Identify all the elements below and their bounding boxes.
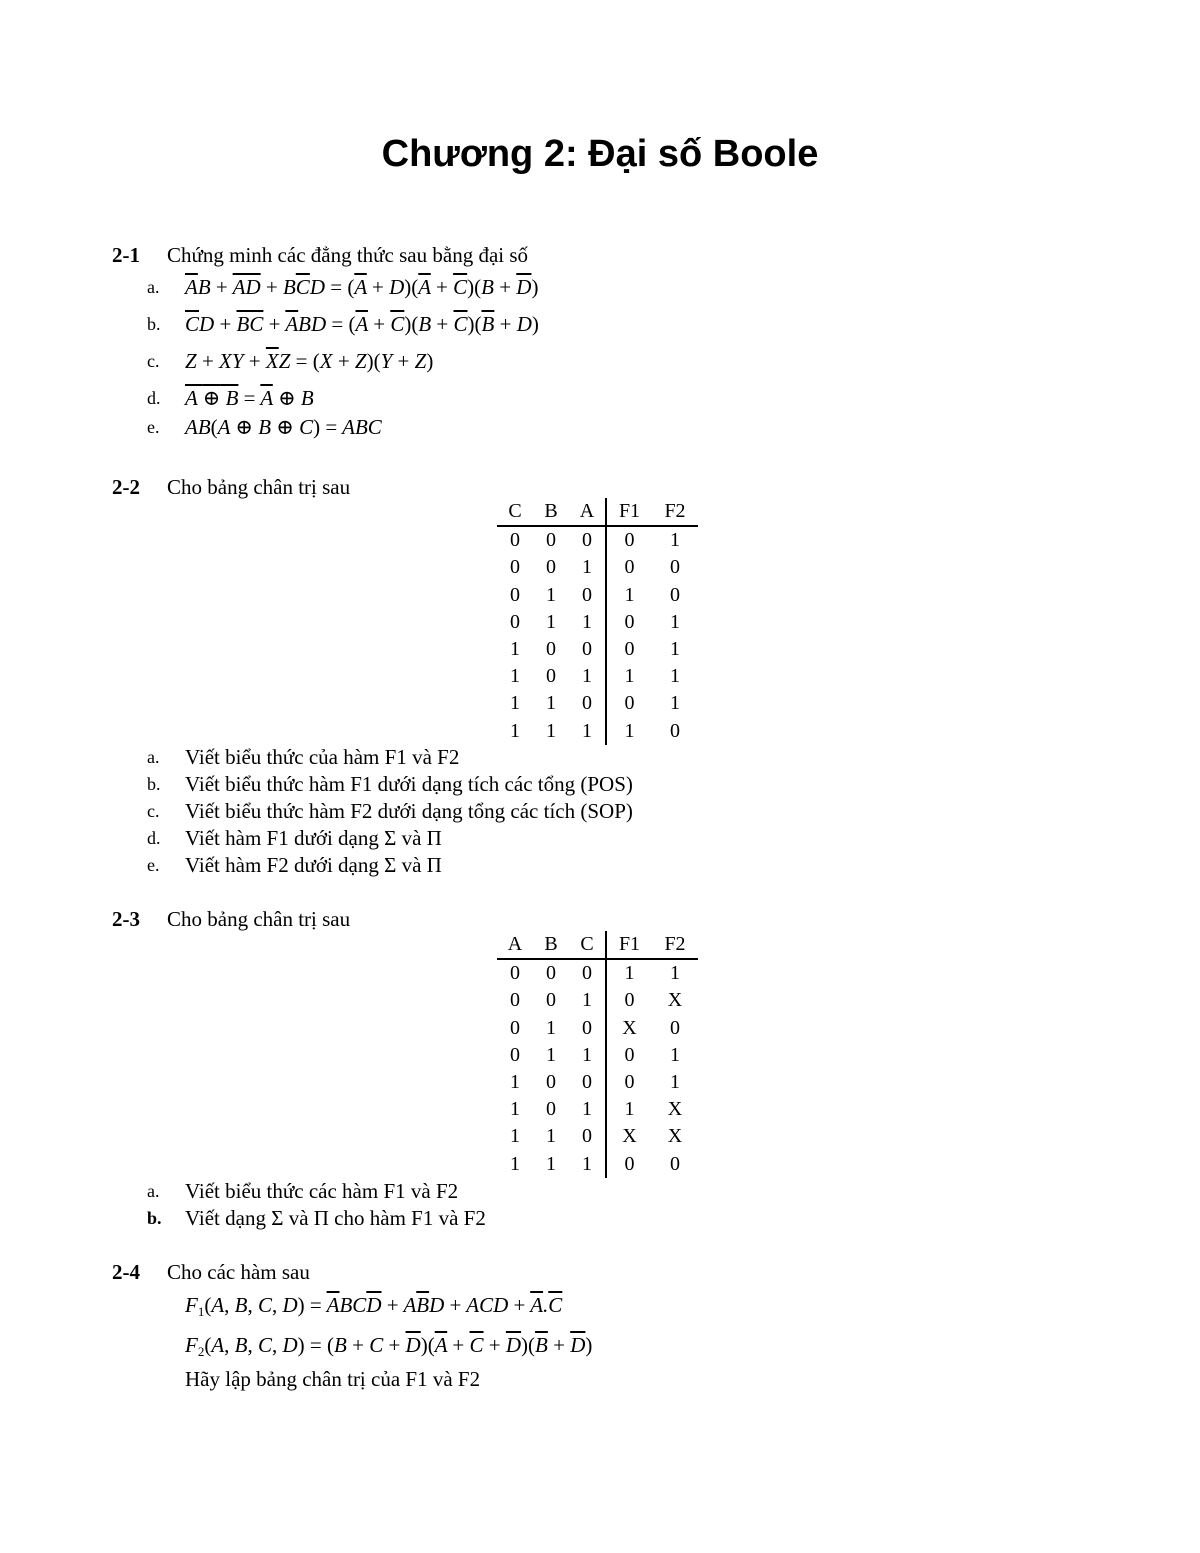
table-cell: 1 [670,1071,680,1094]
table-cell: 1 [670,1043,680,1066]
table-cell: 1 [670,665,680,688]
table-cell: 0 [582,1071,592,1094]
column-header: A [569,498,606,526]
table-row [497,1042,698,1069]
table-cell: 1 [546,583,556,606]
table-cell: 0 [606,690,652,717]
table-cell: 0 [582,529,592,552]
column-header: F1 [606,931,652,959]
table-cell: 0 [546,1098,556,1121]
item-label: c. [147,801,160,821]
item-label: b. [147,1208,162,1228]
table-cell: 1 [606,718,652,745]
table-row [497,663,698,690]
table-header-row [497,931,698,959]
table-cell: 0 [606,609,652,636]
table-cell: 1 [582,556,592,579]
table-cell: 1 [582,610,592,633]
table-cell: 0 [606,987,652,1014]
truth-table-2-3 [497,931,698,1178]
item-text: Viết biểu thức hàm F2 dưới dạng tổng các tích (SOP) [185,799,633,823]
table-cell: 1 [546,692,556,715]
table-cell: 1 [582,989,592,1012]
table-cell: 0 [510,989,520,1012]
table-cell: 0 [582,583,592,606]
table-cell: 0 [582,638,592,661]
table-row [497,1151,698,1178]
table-cell: X [667,1125,683,1148]
item-label: b. [147,314,161,334]
table-row [497,987,698,1014]
table-cell: 1 [510,1125,520,1148]
table-cell: 1 [606,582,652,609]
question-2-2-heading [112,474,350,500]
table-cell: 0 [582,962,592,985]
table-cell: 0 [546,989,556,1012]
column-header: C [497,498,533,526]
table-cell: 0 [582,692,592,715]
table-cell: 1 [546,1043,556,1066]
table-row [497,690,698,717]
table-cell: 1 [546,610,556,633]
item-label: b. [147,774,161,794]
table-cell: 0 [606,636,652,663]
table-row [497,526,698,554]
item-text: Viết biểu thức hàm F1 dưới dạng tích các tổng (POS) [185,772,633,796]
table-cell: X [667,1098,683,1121]
table-cell: 1 [670,610,680,633]
table-cell: 0 [546,638,556,661]
question-number: 2-3 [112,907,140,931]
table-cell: 0 [510,556,520,579]
question-text: Cho bảng chân trị sau [167,475,351,499]
table-cell: 0 [546,665,556,688]
table-row [497,582,698,609]
table-cell: 1 [582,1098,592,1121]
table-cell: 1 [546,1152,556,1175]
table-cell: 1 [582,1043,592,1066]
table-cell: 0 [510,962,520,985]
item-label: d. [147,388,161,408]
equation: Z + XY + $\overline{X}Z = (X + Z)(Y + Z)$ [185,349,434,373]
item-text: Viết hàm F1 dưới dạng Σ và Π [185,826,442,850]
table-cell: 1 [510,1152,520,1175]
instruction-2-4 [185,1366,480,1392]
question-number: 2-1 [112,243,140,267]
table-cell: X [667,989,683,1012]
item-label: a. [147,277,160,297]
table-row [497,1015,698,1042]
table-cell: 0 [670,583,680,606]
table-cell: 0 [606,554,652,581]
table-cell: 1 [510,692,520,715]
table-cell: 1 [546,1125,556,1148]
table-cell: 0 [582,1016,592,1039]
table-row [497,554,698,581]
question-number: 2-2 [112,475,140,499]
table-cell: 1 [582,1152,592,1175]
equation: $F_2(A$, B, C, $D) = (B + C + \overline{D})(\overline{A} + \overline{C} + \overline{D})(\overline{B} + \overline{D})$ [185,1333,593,1359]
table-cell: 0 [510,529,520,552]
column-header: B [533,498,569,526]
column-header: F1 [606,498,652,526]
table-cell: 0 [546,1071,556,1094]
table-cell: 0 [510,610,520,633]
function-f1 [185,1292,562,1318]
question-2-4-heading [112,1259,310,1285]
column-header: F2 [652,498,698,526]
question-2-3-heading [112,906,350,932]
item-label: e. [147,855,160,875]
instruction-text: Hãy lập bảng chân trị của F1 và F2 [185,1367,481,1391]
table-cell: 0 [546,556,556,579]
table-cell: 1 [582,665,592,688]
table-cell: 1 [606,959,652,987]
table-cell: X [606,1123,652,1150]
column-header: A [497,931,533,959]
item-label: a. [147,1181,160,1201]
table-cell: 0 [606,526,652,554]
page-title: Chương 2: Đại số Boole [381,133,819,175]
table-cell: 0 [510,1016,520,1039]
table-cell: 0 [670,556,680,579]
question-text: Chứng minh các đẳng thức sau bằng đại số [167,243,529,267]
table-row [497,636,698,663]
function-f2 [185,1332,592,1358]
table-cell: 1 [510,1071,520,1094]
table-row [497,1069,698,1096]
table-row [497,718,698,745]
table-cell: 0 [510,1043,520,1066]
table-cell: 1 [510,719,520,742]
item-text: Viết hàm F2 dưới dạng Σ và Π [185,853,442,877]
table-cell: 0 [510,583,520,606]
equation: $F_1(A$, B, C, $D) = \overline{A}BC\overline{D} + A\overline{B}D$ + ACD + $\overline{A}.\overline{C}$ [185,1293,563,1319]
truth-table-2-2 [497,498,698,745]
item-label: a. [147,747,160,767]
item-label: d. [147,828,161,848]
question-number: 2-4 [112,1260,140,1284]
equation: $\overline{A}B + \overline{AD} + B\overline{C}D = (\overline{A} + D)(\overline{A} + \overline{C})(B + \overline{D})$ [185,275,539,299]
table-cell: 0 [606,1042,652,1069]
table-cell: 0 [546,529,556,552]
column-header: C [569,931,606,959]
table-cell: 1 [670,962,680,985]
table-cell: 0 [670,1152,680,1175]
table-cell: 1 [510,1098,520,1121]
table-cell: 1 [546,1016,556,1039]
table-header-row [497,498,698,526]
table-cell: 0 [606,1069,652,1096]
table-cell: 0 [670,719,680,742]
table-cell: 0 [546,962,556,985]
table-cell: 1 [606,1096,652,1123]
item-text: Viết biểu thức các hàm F1 và F2 [185,1179,459,1203]
item-text: Viết biểu thức của hàm F1 và F2 [185,745,460,769]
table-cell: 0 [606,1151,652,1178]
table-cell: X [606,1015,652,1042]
equation: AB(A ⊕ B ⊕ C) = ABC [185,415,382,439]
item-label: c. [147,351,160,371]
question-text: Cho các hàm sau [167,1260,310,1284]
column-header: F2 [652,931,698,959]
table-cell: 1 [670,692,680,715]
table-cell: 1 [510,638,520,661]
table-row [497,609,698,636]
table-row [497,959,698,987]
equation: A ⊕ $B = \overline{A}$ ⊕ B [185,386,314,410]
table-cell: 1 [606,663,652,690]
table-cell: 1 [546,719,556,742]
table-cell: 0 [670,1016,680,1039]
table-row [497,1123,698,1150]
table-row [497,1096,698,1123]
table-cell: 1 [510,665,520,688]
item-text: Viết dạng Σ và Π cho hàm F1 và F2 [185,1206,486,1230]
table-cell: 1 [670,529,680,552]
column-header: B [533,931,569,959]
table-cell: 1 [670,638,680,661]
item-label: e. [147,417,160,437]
equation: $\overline{C}D + \overline{BC} + \overline{A}BD = (\overline{A} + \overline{C})(B + \overline{C})(\overline{B} + D)$ [185,312,539,336]
question-text: Cho bảng chân trị sau [167,907,351,931]
table-cell: 0 [582,1125,592,1148]
question-2-1-heading [112,242,528,268]
table-cell: 1 [582,719,592,742]
